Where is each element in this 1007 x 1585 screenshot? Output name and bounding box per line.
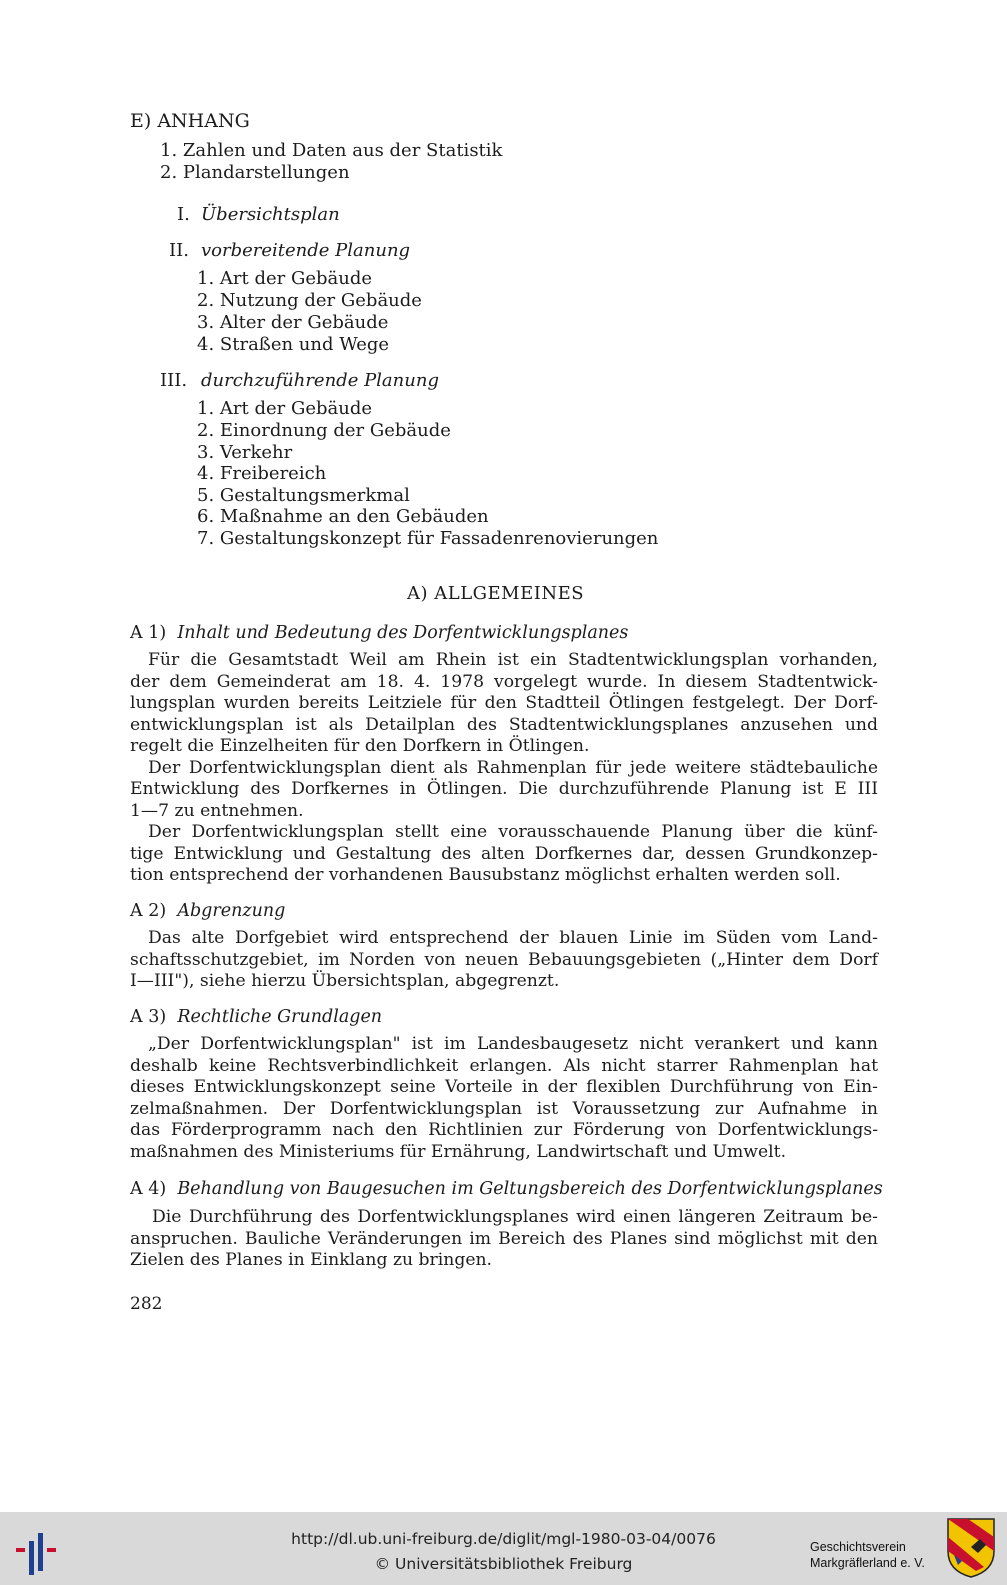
subsection-title: Behandlung von Baugesuchen im Geltungsbereich des Dorfentwicklungsplanes (177, 1179, 883, 1199)
paragraph-a4 (130, 1207, 878, 1272)
text-line: tige Entwicklung und Gestaltung des alten Dorfkernes dar, dessen Grundkonzep- (130, 843, 878, 864)
paragraph-a1 (130, 650, 878, 887)
text-line: zelmaßnahmen. Der Dorfentwicklungsplan ist Voraussetzung zur Aufnahme in (130, 1098, 878, 1119)
toc-item: 3. Alter der Gebäude (197, 312, 389, 333)
subsection-heading (130, 1178, 883, 1200)
text-line: das Förderprogramm nach den Richtlinien zur Förderung von Dorfentwicklungs- (130, 1120, 878, 1140)
org-name-line1: Geschichtsverein (810, 1540, 906, 1554)
toc-item: 2. Nutzung der Gebäude (197, 290, 422, 311)
toc-item: 2. Plandarstellungen (160, 162, 350, 183)
toc-item: 1. Art der Gebäude (197, 398, 373, 419)
toc-item: 4. Straßen und Wege (197, 334, 390, 355)
toc-item: 4. Freibereich (197, 463, 327, 484)
subsection-title: Inhalt und Bedeutung des Dorfentwicklungsplanes (177, 623, 629, 643)
toc-section-title: Übersichtsplan (201, 204, 340, 225)
toc-item: 5. Gestaltungsmerkmal (197, 485, 410, 506)
text-line: 1—7 zu entnehmen. (130, 800, 304, 821)
subsection-heading (130, 622, 628, 644)
paragraph-a2 (130, 928, 878, 993)
page-number: 282 (130, 1294, 163, 1314)
subsection-label: A 1) (130, 623, 167, 643)
text-line: Zielen des Planes in Einklang zu bringen. (130, 1250, 493, 1270)
text-line: Für die Gesamtstadt Weil am Rhein ist ein Stadtentwicklungsplan vorhanden, (148, 650, 878, 670)
text-line: Der Dorfentwicklungsplan dient als Rahmenplan für jede weitere städtebauliche (148, 757, 878, 778)
text-line: Das alte Dorfgebiet wird entsprechend der blauen Linie im Süden vom Land- (148, 928, 878, 948)
toc-item: 6. Maßnahme an den Gebäuden (197, 506, 489, 527)
toc-section-title: vorbereitende Planung (201, 240, 411, 261)
text-line: I—III"), siehe hierzu Übersichtsplan, abgegrenzt. (130, 971, 560, 991)
subsection-label: A 3) (130, 1007, 167, 1027)
text-line: dieses Entwicklungskonzept seine Vorteile in der flexiblen Durchführung von Ein- (130, 1077, 878, 1097)
subsection-heading (130, 900, 285, 922)
toc-section-number: II. (169, 240, 189, 261)
text-line: Der Dorfentwicklungsplan stellt eine vorausschauende Planung über die künf- (148, 822, 878, 842)
text-line: Die Durchführung des Dorfentwicklungsplanes wird einen längeren Zeitraum be- (152, 1207, 878, 1227)
toc-item: 2. Einordnung der Gebäude (197, 420, 451, 441)
coat-of-arms-icon (946, 1517, 996, 1579)
subsection-label: A 4) (130, 1179, 167, 1199)
text-line: deshalb keine Rechtsverbindlichkeit erlangen. Als nicht starrer Rahmenplan hat (130, 1055, 878, 1076)
text-line: regelt die Einzelheiten für den Dorfkern in Ötlingen. (130, 736, 590, 756)
paragraph-a3 (130, 1034, 878, 1163)
copyright-text: © Universitätsbibliothek Freiburg (374, 1555, 633, 1573)
toc-item: 3. Verkehr (197, 442, 293, 463)
text-line: anspruchen. Bauliche Veränderungen im Bereich des Planes sind möglichst mit den (130, 1228, 878, 1249)
subsection-title: Abgrenzung (177, 901, 286, 921)
org-name-line2: Markgräflerland e. V. (810, 1556, 925, 1570)
text-line: maßnahmen des Ministeriums für Ernährung, Landwirtschaft und Umwelt. (130, 1141, 787, 1162)
permalink-url[interactable]: http://dl.ub.uni-freiburg.de/diglit/mgl-1980-03-04/0076 (291, 1530, 716, 1548)
toc-item: 1. Art der Gebäude (197, 268, 373, 289)
text-line: „Der Dorfentwicklungsplan" ist im Landesbaugesetz nicht verankert und kann (148, 1034, 878, 1054)
text-line: lungsplan wurden bereits Leitziele für den Stadtteil Ötlingen festgelegt. Der Dorf- (130, 693, 878, 713)
text-line: Entwicklung des Dorfkernes in Ötlingen. Die durchzuführende Planung ist E III (130, 779, 878, 799)
text-line: der dem Gemeinderat am 18. 4. 1978 vorgelegt wurde. In diesem Stadtentwick- (130, 671, 878, 692)
toc-section-number: III. (160, 370, 188, 391)
toc-section-number: I. (177, 204, 190, 225)
text-line: schaftsschutzgebiet, im Norden von neuen Bebauungsgebieten („Hinter dem Dorf (130, 949, 878, 970)
toc-item: 1. Zahlen und Daten aus der Statistik (160, 140, 503, 161)
subsection-label: A 2) (130, 901, 167, 921)
section-title: A) ALLGEMEINES (407, 583, 585, 604)
subsection-title: Rechtliche Grundlagen (177, 1007, 383, 1027)
subsection-heading (130, 1006, 382, 1028)
text-line: entwicklungsplan ist als Detailplan des Stadtentwicklungsplanes anzusehen und (130, 714, 878, 735)
text-line: tion entsprechend der vorhandenen Bausubstanz möglichst erhalten werden soll. (130, 865, 841, 885)
toc-item: 7. Gestaltungskonzept für Fassadenrenovierungen (197, 528, 659, 549)
library-logo-icon[interactable] (16, 1519, 64, 1579)
toc-section-title: durchzuführende Planung (201, 370, 439, 391)
appendix-heading: E) ANHANG (130, 110, 250, 132)
